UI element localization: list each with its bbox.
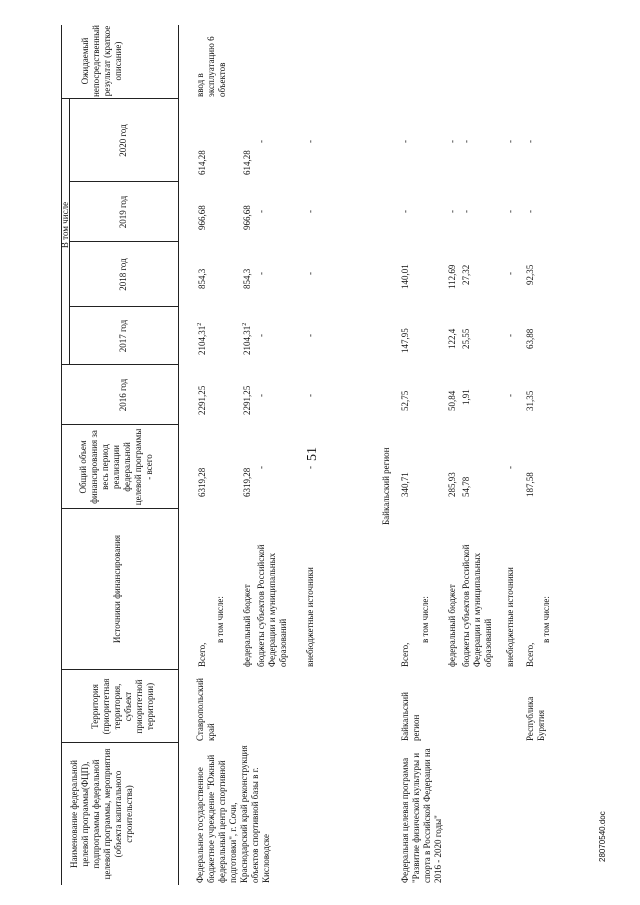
row2-total-0: 340,71 xyxy=(400,472,410,497)
row2-2016-2: 50,84 xyxy=(447,390,457,411)
row1-2016-3: - xyxy=(256,394,266,397)
row1-2020-0: 614,28 xyxy=(197,150,207,175)
row1-2017-4: - xyxy=(305,334,315,337)
header-2016: 2016 год xyxy=(118,378,128,412)
row2-src-4: внебюджетные источники xyxy=(505,567,515,667)
row1-2018-4: - xyxy=(305,272,315,275)
row2-src-1: в том числе: xyxy=(420,596,430,643)
row2-2020-0: - xyxy=(400,140,410,143)
section-baikal: Байкальский регион xyxy=(381,447,391,525)
row2-2020-4: - xyxy=(505,140,515,143)
row3-2020-0: - xyxy=(525,140,535,143)
row1-2017-2-sup: 2 xyxy=(242,322,248,326)
row1-2017-0-sup: 2 xyxy=(197,322,203,326)
row1-2018-2: 854,3 xyxy=(242,268,252,289)
row1-2017-0-val: 2104,31 xyxy=(197,325,207,355)
row2-2018-0: 140,01 xyxy=(400,264,410,289)
row1-2019-3: - xyxy=(256,210,266,213)
header-in-that-number: В том числе xyxy=(60,201,70,249)
row2-2019-2: - xyxy=(447,210,457,213)
row3-2018-0: 92,35 xyxy=(525,264,535,285)
row1-territory: Ставропольский край xyxy=(195,678,216,741)
row2-2020-2: - xyxy=(447,140,457,143)
row3-territory: Республика Бурятия xyxy=(525,696,546,741)
row1-2017-2-val: 2104,31 xyxy=(242,325,252,355)
row1-2017-0 xyxy=(197,323,208,355)
row2-name: Федеральная целевая программа "Развитие физической культуры и спорта в Российской Федерации на 2016 - 2020 годы" xyxy=(400,748,443,883)
row1-src-0: Всего, xyxy=(197,642,207,667)
row1-2020-2: 614,28 xyxy=(242,150,252,175)
row2-2018-3: 27,32 xyxy=(461,264,471,285)
row2-2019-4: - xyxy=(505,210,515,213)
row3-2019-0: - xyxy=(525,210,535,213)
row1-2018-0: 854,3 xyxy=(197,268,207,289)
header-sources: Источники финансирования xyxy=(112,534,122,644)
row2-territory: Байкальский регион xyxy=(400,692,421,741)
row2-2017-2: 122,4 xyxy=(447,328,457,349)
row1-src-4: внебюджетные источники xyxy=(305,567,315,667)
row1-2017-3: - xyxy=(256,334,266,337)
row1-2018-3: - xyxy=(256,272,266,275)
row2-2017-3: 25,55 xyxy=(461,328,471,349)
row2-2019-3: - xyxy=(461,210,471,213)
row2-total-4: - xyxy=(505,466,515,469)
row1-src-2: федеральный бюджет xyxy=(242,584,252,667)
col-divider-3 xyxy=(61,508,178,509)
row1-2020-3: - xyxy=(256,140,266,143)
row1-total-0: 6319,28 xyxy=(197,467,207,497)
header-2020: 2020 год xyxy=(118,124,128,157)
header-territory: Территория (приоритетная территория, субъект приоритетной территории) xyxy=(90,678,155,735)
header-result: Ожидаемый непосредственный результат (краткое описание) xyxy=(80,25,123,97)
row1-result: ввод в эксплуатацию 6 объектов xyxy=(195,36,227,97)
header-2019: 2019 год xyxy=(118,195,128,229)
header-bottom-border xyxy=(178,25,179,885)
row2-2016-0: 52,75 xyxy=(400,390,410,411)
row1-src-1: в том числе: xyxy=(215,596,225,643)
row1-2017-2 xyxy=(242,323,253,355)
row2-2016-3: 1,91 xyxy=(461,389,471,405)
header-2018: 2018 год xyxy=(118,258,128,291)
row1-name: Федеральное государственное бюджетное учреждение "Южный федеральный центр спортивной подготовки", г. Сочи, Краснодарский край реконструкция объектов спортивной базы в г. Кисловодске xyxy=(195,745,271,883)
row3-total-0: 187,58 xyxy=(525,472,535,497)
row2-src-2: федеральный бюджет xyxy=(447,584,457,667)
row2-src-0: Всего, xyxy=(400,642,410,667)
row1-2020-4: - xyxy=(305,140,315,143)
row3-2016-0: 31,35 xyxy=(525,390,535,411)
col-divider-1 xyxy=(61,742,178,743)
row3-src-1: в том числе: xyxy=(541,596,551,643)
row2-2018-2: 112,69 xyxy=(447,264,457,289)
page-number: 51 xyxy=(305,447,320,461)
row2-total-2: 285,93 xyxy=(447,472,457,497)
row1-2019-2: 966,68 xyxy=(242,205,252,230)
row1-2016-4: - xyxy=(305,394,315,397)
row2-2020-3: - xyxy=(461,140,471,143)
row1-2019-0: 966,68 xyxy=(197,205,207,230)
header-2017: 2017 год xyxy=(118,319,128,353)
row2-total-3: 54,78 xyxy=(461,476,471,497)
header-total: Общий объем финансирования за весь период реализации федеральной целевой программы - всего xyxy=(78,428,154,506)
row2-2018-4: - xyxy=(505,272,515,275)
row3-2017-0: 63,88 xyxy=(525,328,535,349)
row1-2016-2: 2291,25 xyxy=(242,385,252,415)
row1-2019-4: - xyxy=(305,210,315,213)
doc-filename: 28070540.doc xyxy=(598,811,607,862)
row1-2016-0: 2291,25 xyxy=(197,385,207,415)
row1-total-2: 6319,28 xyxy=(242,467,252,497)
row3-src-0: Всего, xyxy=(525,642,535,667)
header-name: Наименование федеральной целевой программы(ФЦП), подпрограммы федеральной целевой программы, мероприятия (объекта капитального строительства) xyxy=(69,748,134,880)
row2-2017-4: - xyxy=(505,334,515,337)
row2-2016-4: - xyxy=(505,394,515,397)
row2-src-3: бюджеты субъектов Российской Федерации и муниципальных образований xyxy=(461,544,493,667)
row2-2017-0: 147,95 xyxy=(400,328,410,353)
row1-total-4: - xyxy=(305,466,315,469)
table-top-border xyxy=(61,25,62,885)
row1-total-3: - xyxy=(256,466,266,469)
row2-2019-0: - xyxy=(400,210,410,213)
row1-src-3: бюджеты субъектов Российской Федерации и муниципальных образований xyxy=(256,544,288,667)
col-divider-2 xyxy=(61,669,178,670)
